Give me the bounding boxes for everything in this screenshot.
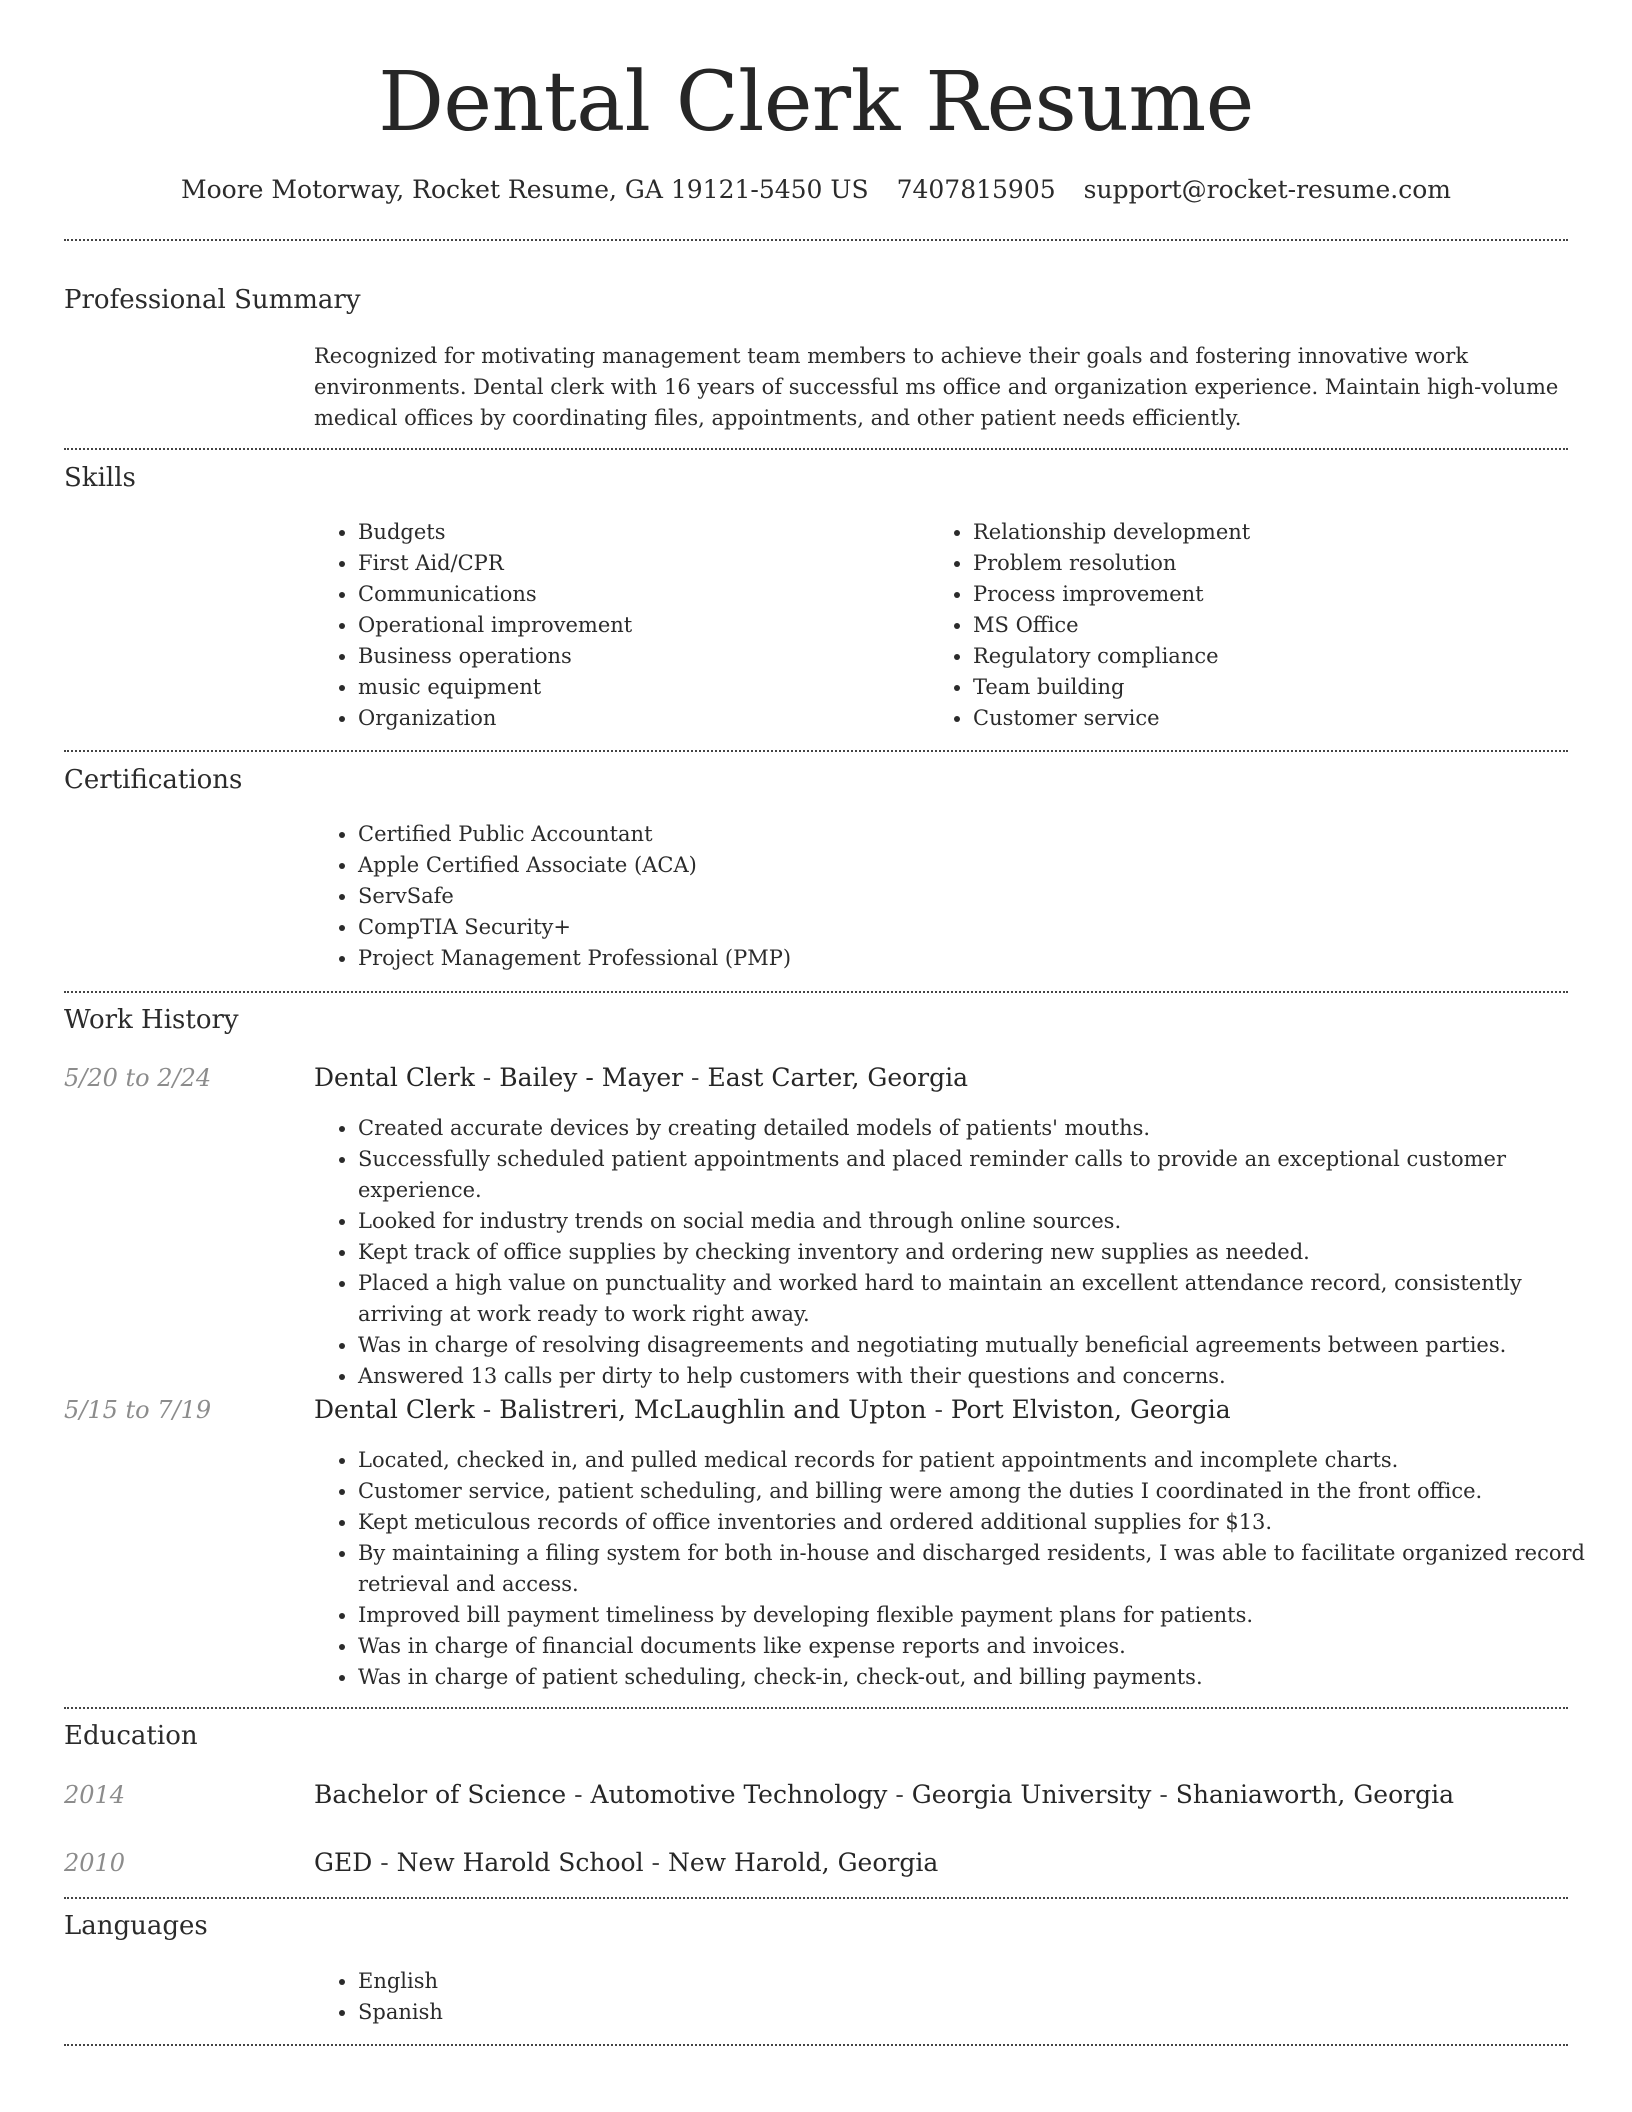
skill-item: • Process improvement [973, 579, 1573, 610]
divider [64, 1897, 1568, 1899]
education-location: New Harold, Georgia [667, 1848, 939, 1877]
job-bullet: • Customer service, patient scheduling, and billing were among the duties I coordinated in the front office. [358, 1476, 1612, 1507]
job-dates: 5/15 to 7/19 [64, 1396, 212, 1424]
divider [64, 448, 1568, 450]
job-dates: 5/20 to 2/24 [64, 1064, 212, 1092]
resume-title: Dental Clerk Resume [378, 55, 1254, 150]
phone: 7407815905 [896, 175, 1056, 204]
job-bullet: • Improved bill payment timeliness by developing flexible payment plans for patients. [358, 1600, 1612, 1631]
education-location: Shaniaworth, Georgia [1175, 1780, 1454, 1809]
separator: - [683, 1063, 708, 1092]
section-title-languages: Languages [64, 1911, 208, 1941]
job-heading [314, 1393, 1231, 1427]
education-degree: Bachelor of Science [314, 1780, 567, 1809]
job-location: Port Elviston, Georgia [950, 1395, 1231, 1424]
education-heading [314, 1846, 938, 1880]
contact-line [0, 170, 1632, 210]
divider [64, 991, 1568, 993]
skill-item: • Team building [973, 672, 1573, 703]
job-bullet: • Answered 13 calls per dirty to help customers with their questions and concerns. [358, 1361, 1612, 1392]
divider [64, 1707, 1568, 1709]
job-bullets [314, 1445, 1612, 1693]
section-title-education: Education [64, 1721, 198, 1751]
certification-item: • ServSafe [358, 881, 1558, 912]
skill-item: • Customer service [973, 703, 1573, 734]
education-degree: GED [314, 1848, 373, 1877]
skill-item: • music equipment [358, 672, 918, 703]
certifications-list [314, 819, 1558, 974]
education-school: Georgia University [911, 1780, 1152, 1809]
divider [64, 2044, 1568, 2046]
separator: - [474, 1063, 500, 1092]
job-bullet: • Was in charge of patient scheduling, check-in, check-out, and billing payments. [358, 1662, 1612, 1693]
summary-text: Recognized for motivating management team members to achieve their goals and fostering innovative work environments. Dental clerk with 16 years of successful ms office and organization experience. Maintain high-volume medical offices by coordinating files, appointments, and other patient needs efficiently. [314, 344, 1559, 430]
education-field: Automotive Technology [590, 1780, 888, 1809]
job-bullets [314, 1113, 1612, 1392]
education-heading [314, 1778, 1454, 1812]
education-school: New Harold School [396, 1848, 644, 1877]
education-year: 2014 [64, 1781, 126, 1809]
section-title-summary: Professional Summary [64, 285, 361, 315]
certification-item: • Apple Certified Associate (ACA) [358, 850, 1558, 881]
job-location: East Carter, Georgia [707, 1063, 969, 1092]
job-bullet: • Was in charge of resolving disagreements and negotiating mutually beneficial agreements between parties. [358, 1330, 1612, 1361]
job-title: Dental Clerk [314, 1063, 475, 1092]
address: Moore Motorway, Rocket Resume, GA 19121-5450 US [181, 175, 869, 204]
skill-item: • MS Office [973, 610, 1573, 641]
job-bullet: • Located, checked in, and pulled medical records for patient appointments and incomplete charts. [358, 1445, 1612, 1476]
certification-item: • Project Management Professional (PMP) [358, 943, 1558, 974]
certification-item: • Certified Public Accountant [358, 819, 1558, 850]
separator: - [566, 1780, 591, 1809]
job-company: Balistreri, McLaughlin and Upton [499, 1395, 927, 1424]
languages-list [314, 1966, 958, 2028]
section-title-skills: Skills [64, 463, 136, 493]
language-item: • English [358, 1966, 958, 1997]
language-item: • Spanish [358, 1997, 958, 2028]
skill-item: • Regulatory compliance [973, 641, 1573, 672]
email[interactable]: support@rocket-resume.com [1083, 175, 1451, 204]
job-bullet: • Was in charge of financial documents like expense reports and invoices. [358, 1631, 1612, 1662]
job-company: Bailey - Mayer [499, 1063, 684, 1092]
skills-list-right [929, 517, 1573, 734]
skill-item: • Operational improvement [358, 610, 918, 641]
section-title-certifications: Certifications [64, 765, 243, 795]
job-bullet: • Placed a high value on punctuality and worked hard to maintain an excellent attendance record, consistently arriving at work ready to work right away. [358, 1268, 1612, 1330]
section-title-work: Work History [64, 1005, 239, 1035]
skill-item: • Relationship development [973, 517, 1573, 548]
separator: - [926, 1395, 951, 1424]
separator: - [372, 1848, 397, 1877]
job-bullet: • Kept meticulous records of office inventories and ordered additional supplies for $13. [358, 1507, 1612, 1538]
education-year: 2010 [64, 1849, 126, 1877]
certification-item: • CompTIA Security+ [358, 912, 1558, 943]
job-bullet: • By maintaining a filing system for both in-house and discharged residents, I was able to facilitate organized record retrieval and access. [358, 1538, 1612, 1600]
separator: - [1151, 1780, 1176, 1809]
skill-item: • Business operations [358, 641, 918, 672]
skills-list-left [314, 517, 918, 734]
separator: - [643, 1848, 668, 1877]
separator: - [474, 1395, 500, 1424]
job-bullet: • Kept track of office supplies by checking inventory and ordering new supplies as needed. [358, 1237, 1612, 1268]
job-bullet: • Created accurate devices by creating detailed models of patients' mouths. [358, 1113, 1612, 1144]
skill-item: • Organization [358, 703, 918, 734]
skill-item: • Problem resolution [973, 548, 1573, 579]
skill-item: • First Aid/CPR [358, 548, 918, 579]
separator: - [887, 1780, 912, 1809]
skill-item: • Budgets [358, 517, 918, 548]
skill-item: • Communications [358, 579, 918, 610]
job-title: Dental Clerk [314, 1395, 475, 1424]
divider [64, 239, 1568, 241]
job-bullet: • Successfully scheduled patient appointments and placed reminder calls to provide an exceptional customer experience. [358, 1144, 1612, 1206]
job-heading [314, 1061, 968, 1095]
job-bullet: • Looked for industry trends on social media and through online sources. [358, 1206, 1612, 1237]
divider [64, 750, 1568, 752]
